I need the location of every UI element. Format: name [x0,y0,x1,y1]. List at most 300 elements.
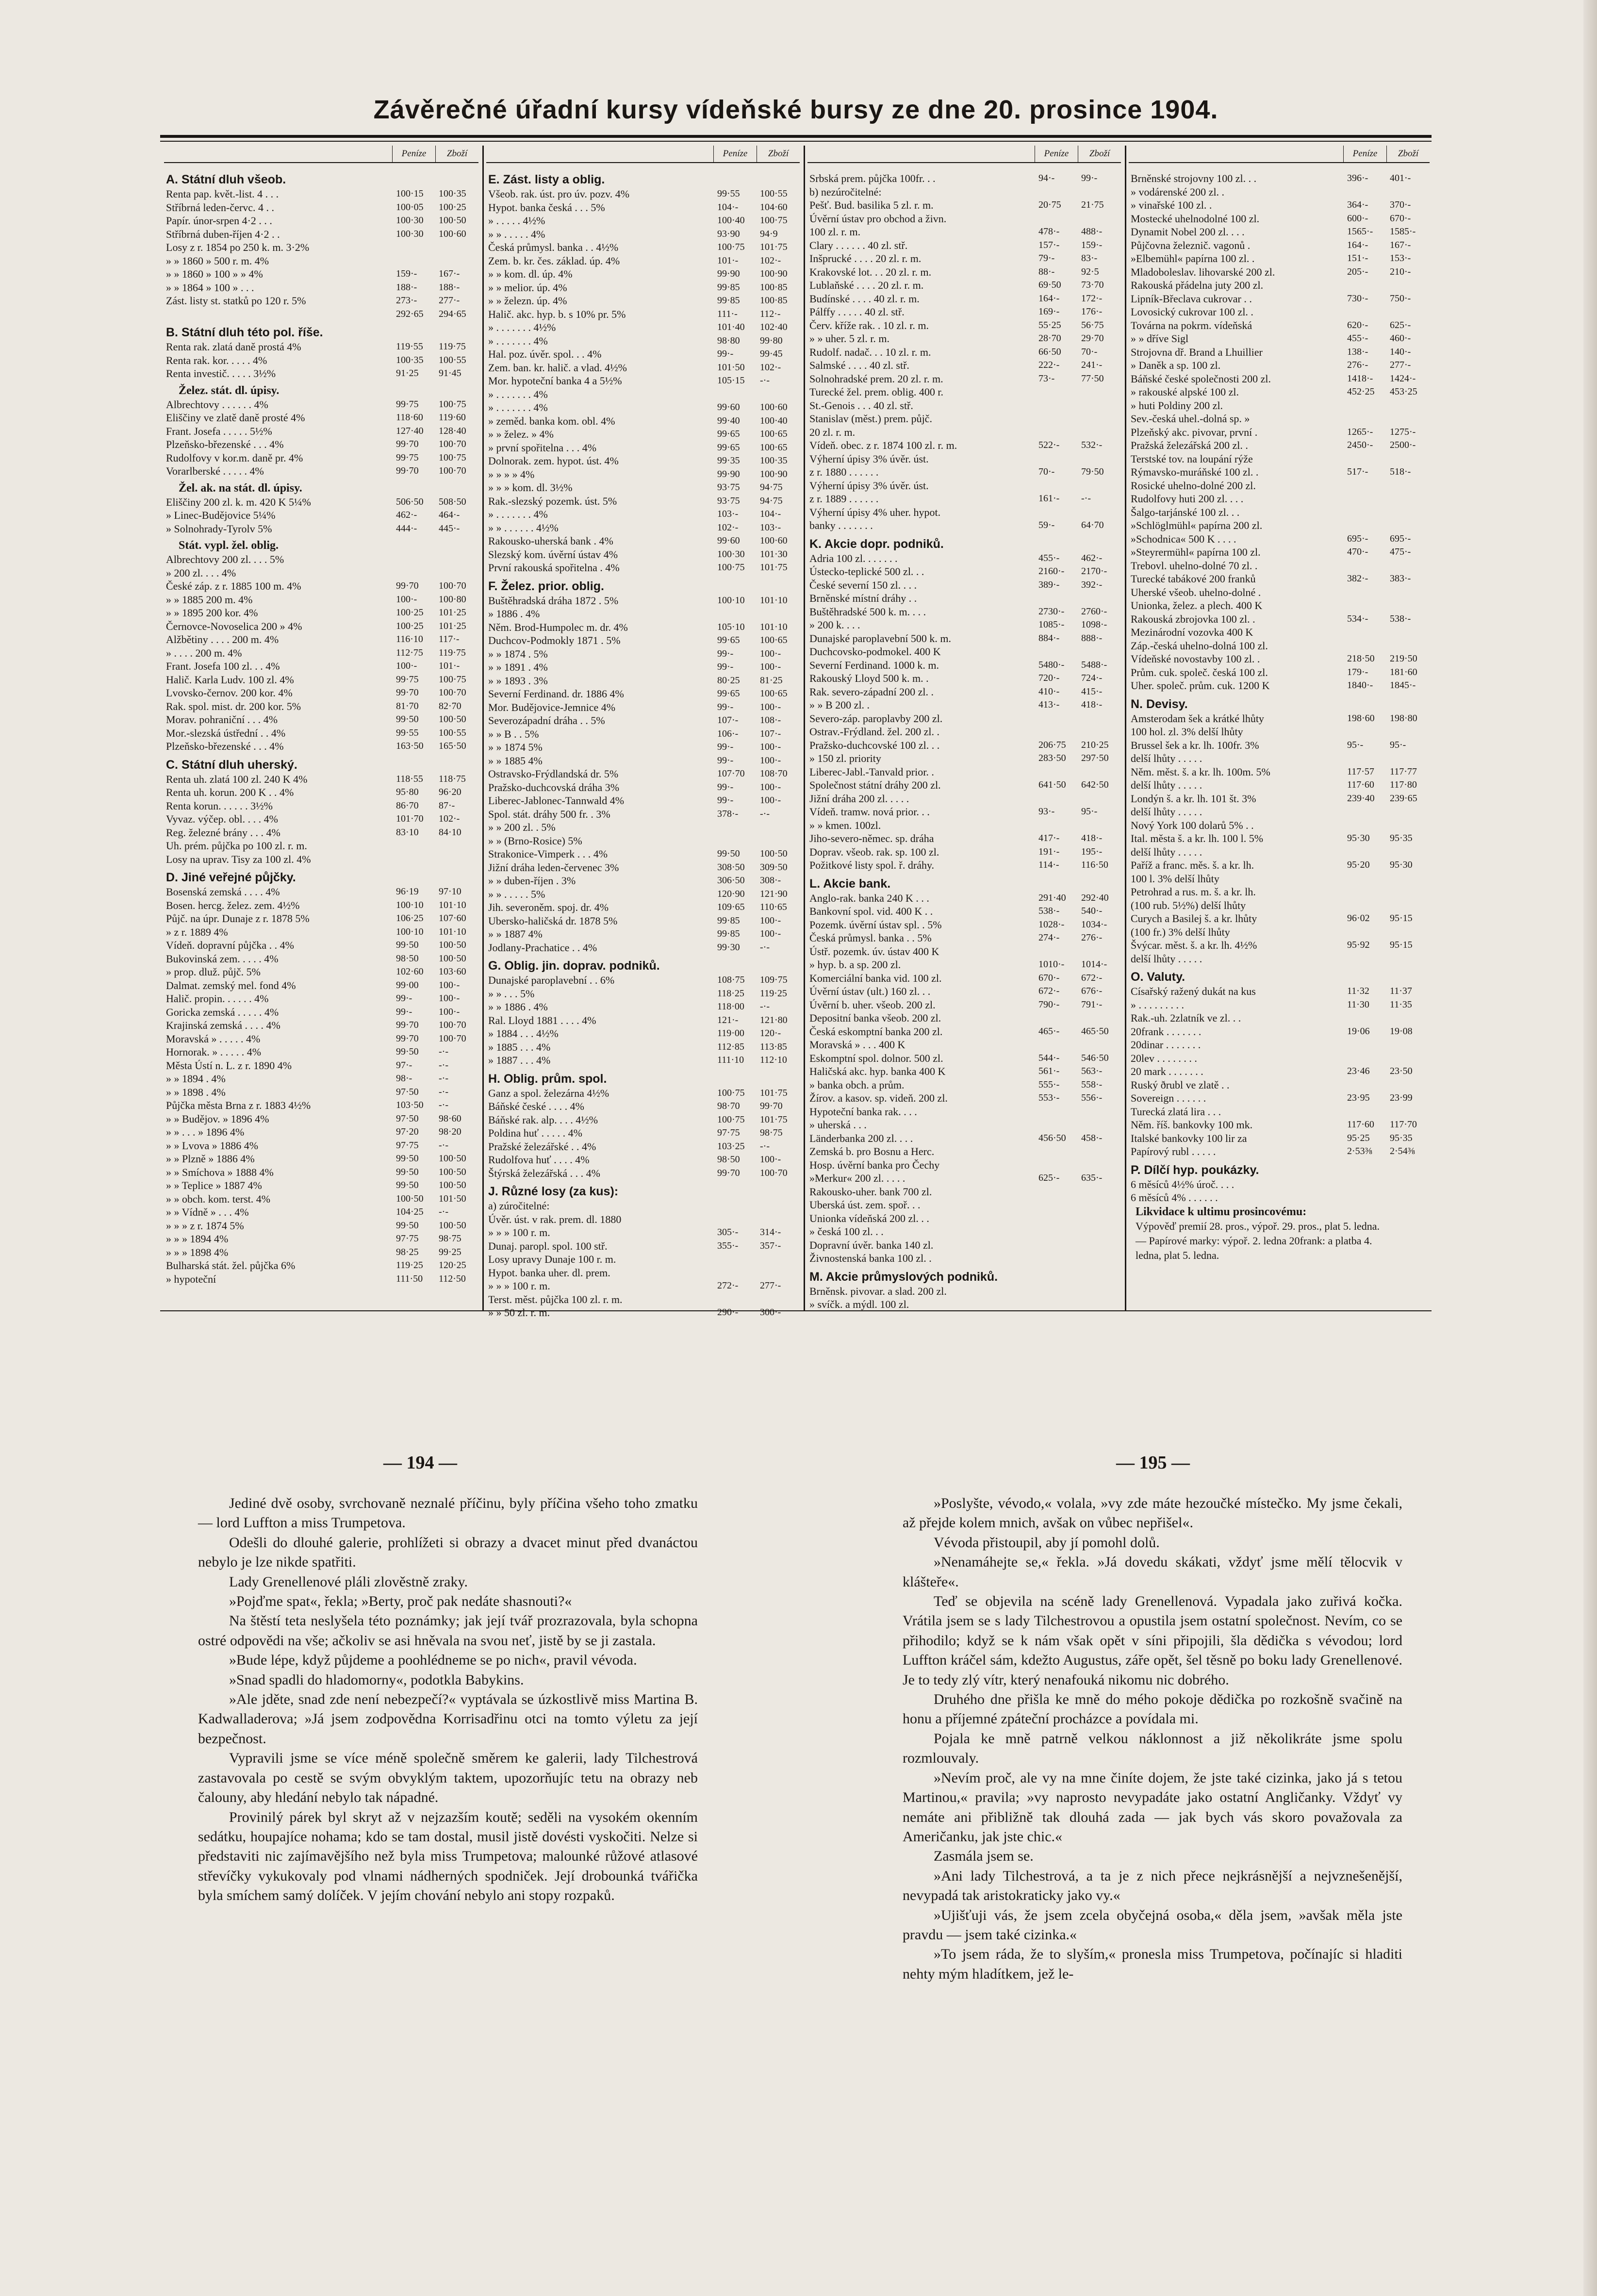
quote-row [1129,639,1430,653]
quote-row [1129,819,1430,832]
price-goods: 83·- [1081,253,1098,264]
column-divider [804,146,805,1310]
security-name: » » 1886 . 4% [488,1001,548,1013]
security-name: Bosen. hercg. želez. zem. 4½% [166,899,300,911]
paragraph: »Snad spadli do hladomorny«, podotkla Babykins. [229,1671,524,1688]
security-name: 20frank . . . . . . . [1131,1025,1202,1038]
security-name: » . . . . . . . 4% [488,508,548,520]
price-money [1344,885,1387,899]
price-goods: 277·- [760,1280,781,1291]
price-goods: 1034·- [1081,919,1107,930]
price-goods [1387,399,1430,413]
quote-row [486,794,800,808]
price-money: 164·- [1347,239,1368,250]
price-money: 93·- [1038,806,1055,817]
price-money: 98·80 [717,335,740,346]
price-goods [1387,492,1430,506]
price-goods: 56·75 [1081,319,1104,330]
security-name: Česká průmysl. banka . . 4½% [488,241,619,253]
quote-row [486,1126,800,1140]
quote-row [486,727,800,741]
quote-row [807,292,1121,306]
price-money: 99·90 [717,268,740,279]
quote-row [164,1152,478,1166]
price-goods: 100·65 [760,429,788,439]
price-goods: -·- [760,1140,770,1152]
price-money: 452·25 [1347,386,1375,397]
price-goods: 117·70 [1390,1119,1417,1130]
quote-row [486,1000,800,1014]
quote-row [807,765,1121,779]
price-goods: 2500·- [1390,440,1416,450]
price-money: 378·- [717,808,739,819]
liquidation-line: Výpověď premií 28. pros., výpoř. 29. pros., plat 5. ledna. [1136,1220,1380,1232]
quote-row [1129,725,1430,739]
quote-row [807,725,1121,739]
security-name: Solnohradské prem. 20 zl. r. m. [809,372,943,385]
security-name: Pražská železářská 200 zl. . [1131,439,1248,451]
price-money: 99·85 [717,928,740,939]
quote-row [807,792,1121,806]
security-name: » 200 k. . . . [809,619,860,631]
security-name: » z r. 1889 4% [166,925,228,938]
price-goods: 113·85 [760,1041,787,1052]
security-name: Ostravsko-Frýdlandská dr. 5% [488,768,619,780]
security-name: Reg. železné brány . . . 4% [166,826,280,839]
price-money: 2160·- [1038,566,1065,577]
security-name: » » » » 4% [488,468,535,480]
quote-row [164,826,478,840]
price-goods: 314·- [760,1227,781,1238]
security-name: » » kom. dl. úp. 4% [488,268,573,280]
price-goods: 219·50 [1390,653,1417,664]
security-name: Albrechtovy 200 zl. . . . 5% [166,553,284,565]
section-heading: D. Jiné veřejné půjčky. [166,871,296,884]
price-money: 99·- [717,701,734,712]
security-name: » 1885 . . . 4% [488,1041,551,1053]
price-goods: 210·25 [1081,739,1109,750]
price-money: 455·- [1038,552,1060,563]
security-name: delší lhůty . . . . . [1131,779,1202,791]
price-goods: 100·60 [760,402,788,413]
security-name: Sev.-česká uhel.-dolná sp. » [1131,413,1250,425]
paragraph: Zasmála jsem se. [934,1848,1034,1865]
price-money: 93·90 [717,228,740,239]
quote-row [486,1027,800,1041]
security-name: Stříbrná duben-říjen 4·2 . . [166,228,280,240]
price-goods: 100·- [760,781,781,793]
security-name: » . . . . . . . 4% [488,401,548,413]
security-name: St.-Genois . . . 40 zl. stř. [809,399,913,412]
price-money: 2730·- [1038,606,1065,617]
price-goods: 100·70 [439,439,466,449]
quote-row [164,411,478,425]
quote-row [807,1212,1121,1225]
price-goods: 1014·- [1081,959,1107,970]
price-goods [1078,645,1121,659]
column-header [164,146,478,163]
price-money: 95·30 [1347,833,1370,843]
security-name: Renta uh. korun. 200 K . . 4% [166,786,294,798]
quote-row [486,888,800,901]
quotes-column-2 [486,146,800,1319]
price-money: 517·- [1347,466,1368,477]
security-name: banky . . . . . . . [809,519,873,531]
security-name: Dopravní úvěr. banka 140 zl. [809,1239,934,1251]
price-money [1344,872,1387,886]
price-money: 292·65 [396,308,424,319]
price-money [393,553,436,566]
security-name: » prop. dluž. půjč. 5% [166,966,261,978]
price-goods: 100·- [760,742,781,752]
price-goods [1387,925,1430,939]
quote-row [164,1259,478,1272]
security-name: Hornorak. » . . . . . 4% [166,1046,262,1058]
price-money [1036,412,1078,426]
price-goods: 100·60 [760,535,788,546]
price-goods: 100·- [760,755,781,766]
price-money: 69·50 [1038,280,1061,290]
price-money: 99·00 [396,979,419,991]
quotes-column-1 [164,146,478,1310]
security-name: » . . . . 200 m. 4% [166,646,242,659]
quote-row [486,374,800,388]
header-penize: Peníze [1035,146,1078,162]
quote-row [807,578,1121,592]
price-money: 93·75 [717,495,740,506]
price-goods: 98·20 [439,1126,461,1137]
price-goods: 276·- [1081,932,1103,943]
price-money [1036,725,1078,739]
quote-row [486,701,800,714]
quote-row [486,1100,800,1113]
price-money: 5480·- [1038,659,1065,670]
price-money: 100·10 [396,926,424,937]
price-goods [1387,559,1430,573]
price-money: 641·50 [1038,779,1066,790]
quote-row [164,1072,478,1086]
price-money: 1418·- [1347,373,1373,384]
security-name: Papír. únor-srpen 4·2 . . . [166,215,272,227]
price-money: 111·50 [396,1273,423,1284]
price-money: 205·- [1347,266,1368,277]
price-money [1344,586,1387,599]
page-number-right: — 195 — [1116,1453,1190,1473]
price-goods [1078,819,1121,832]
price-money [1036,1239,1078,1252]
price-money: 99·85 [717,295,740,306]
security-name: » » . . . . . . 4½% [488,521,559,534]
price-goods: 670·- [1390,213,1411,224]
quote-row [807,592,1121,605]
security-name: » » 1874 5% [488,741,543,753]
price-goods: 176·- [1081,306,1103,317]
price-money: 109·65 [717,902,745,912]
quote-row [486,901,800,914]
price-money [714,1213,757,1226]
price-money: 561·- [1038,1066,1060,1076]
price-goods [1387,452,1430,466]
price-goods: 100·80 [439,594,466,605]
security-name: 100 hol. zl. 3% delší lhůty [1131,726,1243,738]
quote-row [1129,1118,1430,1132]
quote-row [1129,805,1430,819]
price-goods [1078,1118,1121,1132]
quote-row [164,727,478,740]
quote-row [486,1279,800,1293]
security-name: Renta pap. květ.-list. 4 . . . [166,188,279,200]
price-money: 470·- [1347,546,1368,557]
price-goods: 464·- [439,510,460,520]
section-heading: O. Valuty. [1131,970,1185,984]
security-name: Anglo-rak. banka 240 K . . . [809,892,929,904]
price-goods [1078,426,1121,439]
section-heading: A. Státní dluh všeob. [166,173,286,186]
security-name: Frant. Josefa . . . . . 5½% [166,425,272,437]
security-name: Lovosický cukrovar 100 zl. . [1131,306,1253,318]
price-goods: 239·65 [1390,793,1417,804]
security-name: Žírov. a kasov. sp. videň. 200 zl. [809,1092,948,1104]
price-money [1036,452,1078,466]
security-name: Trebovl. uhelno-dolné 70 zl. . [1131,559,1258,572]
price-money: 105·10 [717,621,745,632]
security-name: Vídeň. tramw. nová prior. . . [809,806,930,818]
price-goods: 181·60 [1390,666,1417,677]
price-goods [757,1213,800,1226]
quote-row [164,700,478,713]
quote-row [164,1006,478,1019]
security-name: Stanislav (měst.) prem. půjč. [809,413,932,425]
price-money: 99·70 [396,580,419,591]
price-goods: 101·25 [439,620,466,631]
price-money: 28·70 [1038,333,1061,344]
quote-row [486,987,800,1001]
quote-row [1129,399,1430,413]
quote-row [164,509,478,522]
security-name: Úvěrní ústav pro obchod a živn. [809,212,947,225]
security-name: Plzeňský akc. pivovar, první . [1131,426,1258,438]
price-money: 95·25 [1347,1132,1370,1143]
security-name: Halič. propin. . . . . . 4% [166,992,269,1005]
price-goods: 460·- [1390,333,1411,344]
price-goods: 100·- [760,915,781,926]
paragraph: Lady Grenellenové pláli zlověstně zraky. [229,1573,468,1590]
security-name: » » . . . 5% [488,987,535,1000]
quote-row [1129,845,1430,859]
quote-row [164,939,478,952]
quote-row [1129,506,1430,519]
security-name: »Schodnica« 500 K . . . . [1131,532,1236,545]
table-bottom-rule [160,1310,1432,1311]
title-rule [160,135,1432,138]
security-name: Šalgo-tarjánské 100 zl. . . [1131,506,1240,518]
price-goods: 100·40 [760,415,788,426]
section-heading: K. Akcie dopr. podniků. [809,537,944,551]
price-goods: 100·50 [439,215,466,226]
price-goods [1387,952,1430,966]
price-money: 306·50 [717,875,745,886]
security-name: Krajinská zemská . . . . 4% [166,1019,280,1031]
price-money [1344,1052,1387,1065]
price-goods: 458·- [1081,1132,1103,1143]
quote-row [1129,612,1430,626]
quote-row [807,698,1121,712]
security-name: 20dinar . . . . . . . [1131,1039,1201,1051]
quote-row [807,399,1121,413]
price-money [1036,1038,1078,1052]
security-name: Rýmavsko-muráňské 100 zl. . [1131,466,1259,478]
price-money: 98·50 [717,1154,740,1165]
price-goods [1078,452,1121,466]
security-name: » Solnohrady-Tyrolv 5% [166,522,272,535]
price-money: 720·- [1038,673,1060,683]
price-goods: 475·- [1390,546,1411,557]
quote-row [807,332,1121,346]
quote-row [486,548,800,562]
price-money [714,1253,757,1266]
header-penize: Peníze [1343,146,1386,162]
price-money: 672·- [1038,986,1060,996]
security-name: Mostecké uhelnodolné 100 zl. [1131,212,1260,225]
security-name: »Schlöglmühl« papírna 200 zl. [1131,519,1263,531]
price-goods: 418·- [1081,699,1103,710]
quote-row [807,945,1121,958]
price-goods: -·- [439,1046,448,1057]
quote-row [1129,212,1430,226]
price-money: 138·- [1347,346,1368,357]
price-goods: -·- [760,1001,770,1012]
quote-row [164,201,478,215]
quote-row [486,281,800,295]
quote-row [164,1219,478,1233]
price-money: 104·25 [396,1206,424,1217]
price-money: 100·15 [396,188,424,199]
security-name: 20 zl. r. m. [809,426,856,438]
price-money: 239·40 [1347,793,1375,804]
price-goods: 103·60 [439,966,466,977]
quote-row [807,265,1121,279]
price-goods: 100·- [760,1154,781,1165]
security-name: Hypoteční banka rak. . . . [809,1105,917,1118]
quote-row [486,941,800,955]
paragraph: Vévoda přistoupil, aby jí pomohl dolů. [934,1534,1160,1551]
price-money: 107·- [717,715,739,726]
price-goods: 99·45 [760,348,783,359]
price-money: 790·- [1038,999,1060,1010]
quote-row [486,495,800,508]
quote-row [807,1198,1121,1212]
security-name: Ganz a spol. železárna 4½% [488,1087,609,1099]
price-goods: 277·- [439,295,460,306]
quote-row [486,294,800,308]
security-name: Eskomptní spol. dolnor. 500 zl. [809,1052,943,1064]
quote-row [164,853,478,866]
price-money: 99·50 [396,1180,419,1190]
quote-row [807,465,1121,479]
price-money: 99·75 [396,452,419,463]
security-name: Něm. Brod-Humpolec m. dr. 4% [488,621,628,633]
security-name: » » melior. úp. 4% [488,281,567,294]
price-goods: 100·75 [439,398,466,410]
security-name: z r. 1889 . . . . . . [809,493,879,505]
security-name: Duchcov-Podmokly 1871 . 5% [488,634,621,646]
quote-row [807,426,1121,439]
quote-row [164,228,478,241]
price-goods [1387,599,1430,612]
security-name: Půjčovna železnič. vagonů . [1131,239,1251,251]
quote-row [807,1185,1121,1199]
price-goods [1387,1078,1430,1092]
price-money: 99·50 [396,1046,419,1057]
price-goods: 1098·- [1081,619,1107,630]
price-money: 283·50 [1038,753,1066,763]
price-money [1036,712,1078,726]
quote-row [164,620,478,633]
quote-row [164,340,478,354]
quote-row [486,714,800,727]
price-goods: 120·25 [439,1260,466,1271]
quote-row [164,1032,478,1046]
price-goods [757,821,800,834]
quote-row [164,992,478,1006]
security-name: Hosp. úvěrní banka pro Čechy [809,1158,940,1171]
quote-row [486,521,800,535]
price-goods [1078,792,1121,806]
security-name: Papírový rubl . . . . . [1131,1145,1216,1157]
security-name: Štýrská železářská . . . 4% [488,1167,600,1179]
price-money [1344,925,1387,939]
quote-row [807,239,1121,252]
security-name: Slezský kom. úvěrní ústav 4% [488,548,618,561]
quote-row [486,308,800,321]
price-goods: 91·45 [439,368,461,379]
price-goods: 95·35 [1390,1132,1413,1143]
security-name: Brněnské místní dráhy . . [809,592,917,604]
security-name: Rak.-slezský pozemk. úst. 5% [488,495,617,507]
price-money [1036,1185,1078,1199]
price-money [1344,819,1387,832]
price-goods: 210·- [1390,266,1411,277]
security-name: » » 1893 . 3% [488,674,548,687]
security-name: » » Teplice » 1887 4% [166,1179,262,1191]
price-money: 100·75 [717,562,745,573]
price-money: 1028·- [1038,919,1065,930]
security-name: Londýn š. a kr. lh. 101 št. 3% [1131,792,1256,805]
price-goods: 119·75 [439,647,466,658]
security-name: Uberská úst. zem. spoř. . . [809,1199,921,1211]
security-name: Červ. kříže rak. . 10 zl. r. m. [809,319,929,331]
price-money: 98·- [396,1073,412,1084]
security-name: » » . . . . . 5% [488,888,545,900]
price-goods [1078,1225,1121,1239]
price-money: 274·- [1038,932,1060,943]
security-name: 100 zl. r. m. [809,226,861,238]
price-goods [757,834,800,848]
quote-row [486,361,800,375]
quote-row [486,914,800,928]
security-name: Mor. hypoteční banka 4 a 5½% [488,375,622,387]
security-name: » » Smíchova » 1888 4% [166,1166,274,1178]
security-name: Spol. stát. dráhy 500 fr. . 3% [488,808,610,820]
security-name: Černovce-Novoselica 200 » 4% [166,620,302,632]
price-goods: 121·90 [760,888,788,899]
security-name: » » obch. kom. terst. 4% [166,1192,271,1205]
security-name: delší lhůty . . . . . [1131,845,1202,858]
quote-row [164,1019,478,1032]
price-goods: 453·25 [1390,386,1417,397]
security-name: Uherské všeob. uhelno-dolné . [1131,586,1261,598]
price-goods [1387,519,1430,532]
